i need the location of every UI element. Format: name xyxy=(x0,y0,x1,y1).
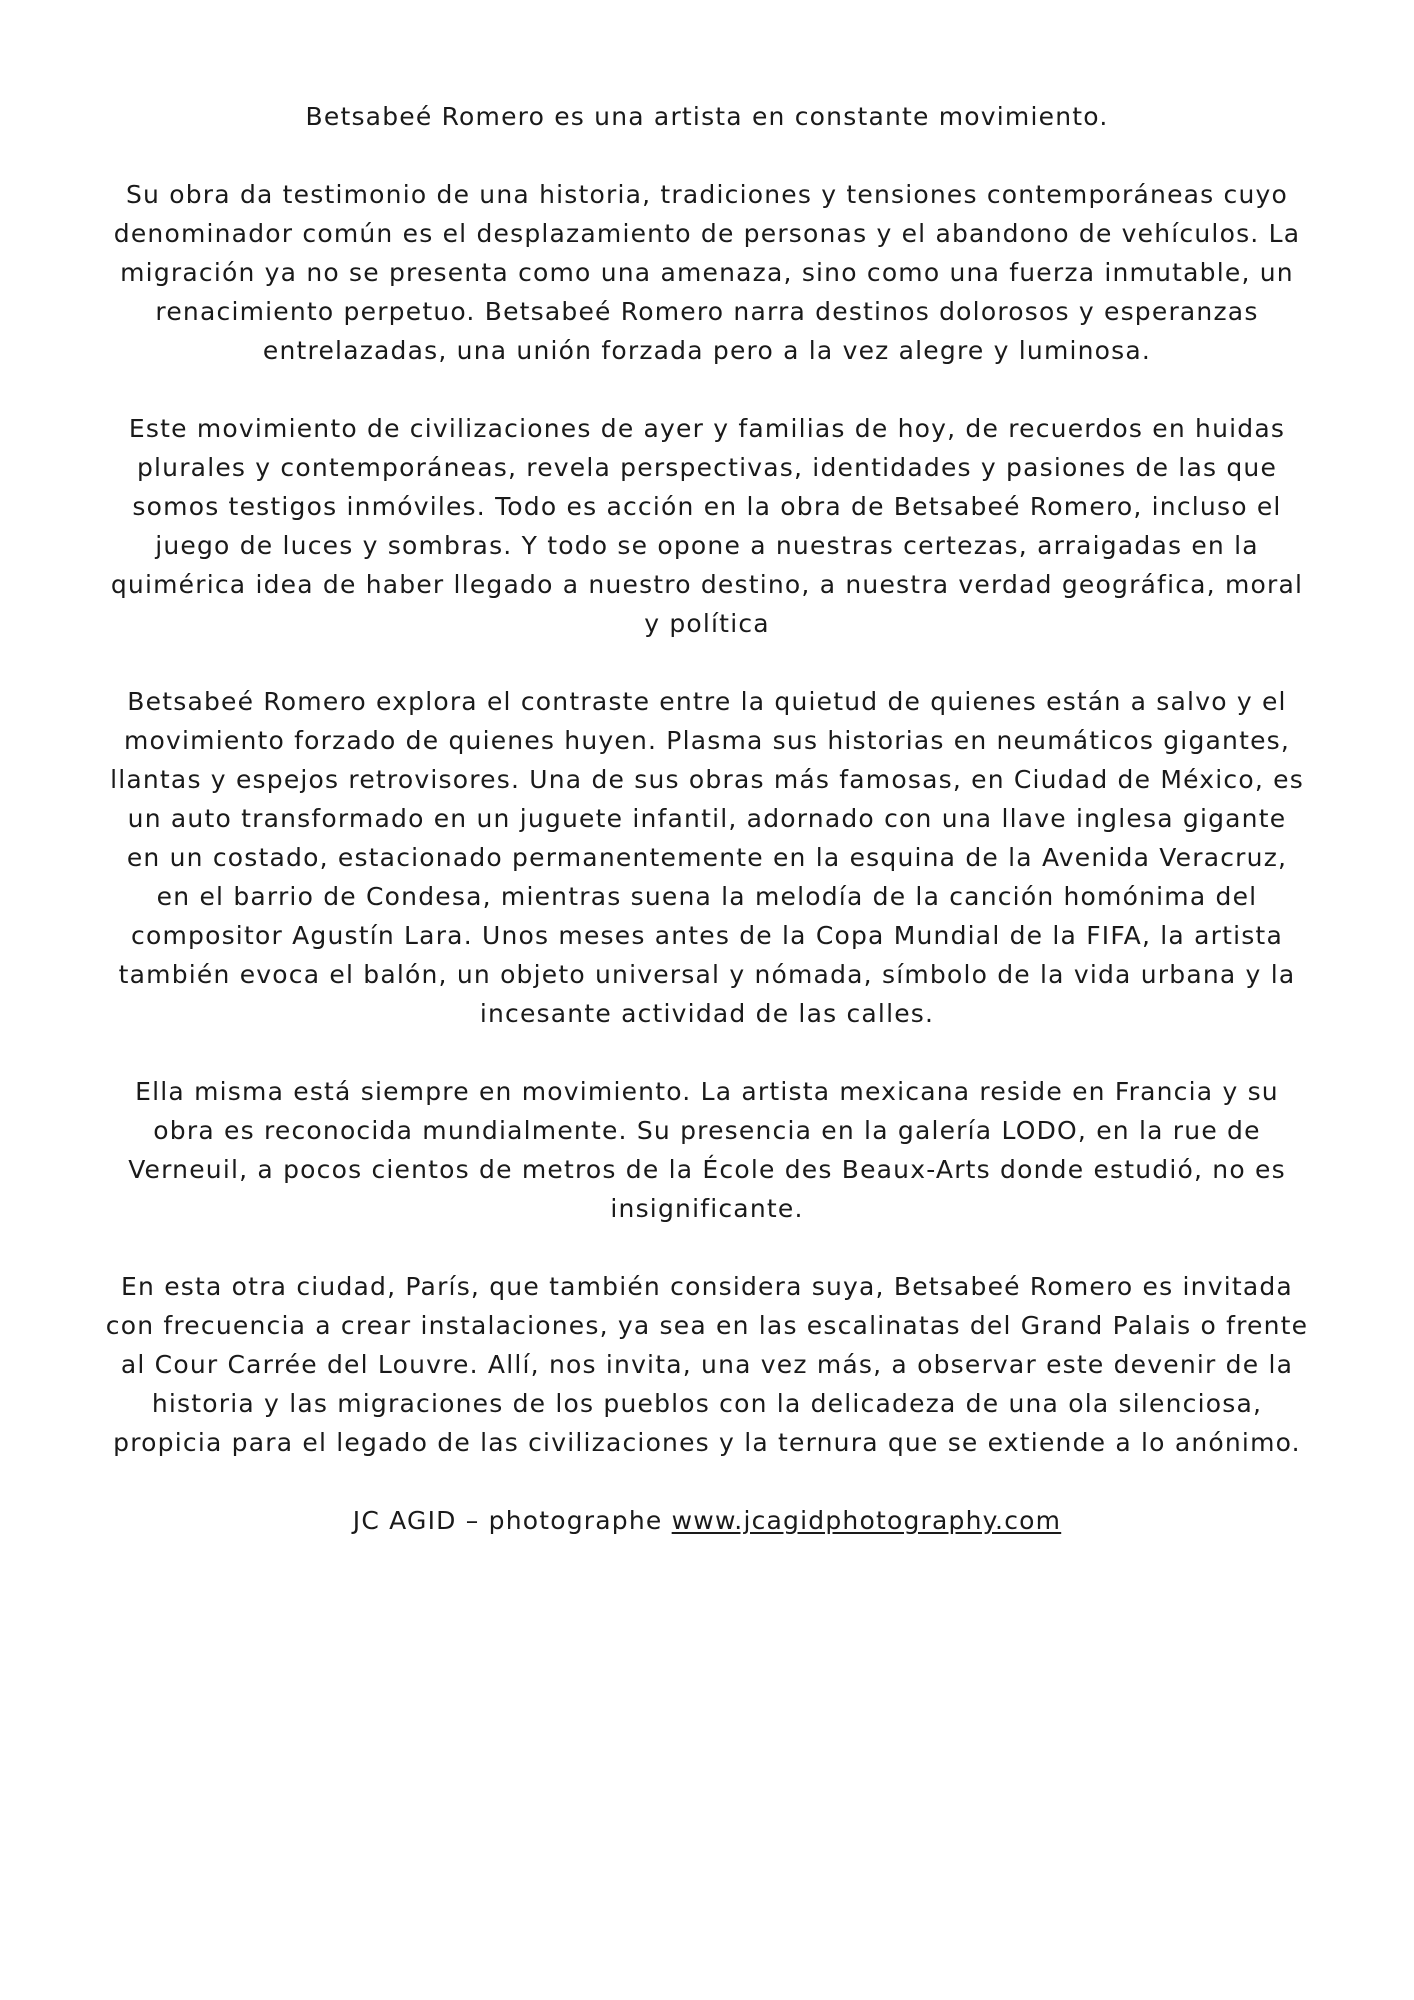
text-line: al Cour Carrée del Louvre. Allí, nos invita, una vez más, a observar este devenir de la xyxy=(120,1350,1294,1379)
text-line: movimiento forzado de quienes huyen. Plasma sus historias en neumáticos gigantes, xyxy=(123,726,1291,755)
text-line: somos testigos inmóviles. Todo es acción en la obra de Betsabeé Romero, incluso el xyxy=(132,492,1282,521)
text-line: Betsabeé Romero explora el contraste entre la quietud de quienes están a salvo y el xyxy=(127,687,1287,716)
text-line: un auto transformado en un juguete infantil, adornado con una llave inglesa gigante xyxy=(127,804,1287,833)
paragraph-civilizations xyxy=(70,409,1344,643)
paragraph-contrast xyxy=(70,682,1344,1033)
text-line: propicia para el legado de las civilizaciones y la ternura que se extiende a lo anónimo. xyxy=(113,1428,1301,1457)
text-line: incesante actividad de las calles. xyxy=(479,999,935,1028)
text-line: y política xyxy=(644,609,770,638)
document-page xyxy=(70,97,1344,1579)
text-line: historia y las migraciones de los pueblos con la delicadeza de una ola silenciosa, xyxy=(151,1389,1263,1418)
text-line: denominador común es el desplazamiento de personas y el abandono de vehículos. La xyxy=(113,219,1301,248)
photographer-website-link[interactable]: www.jcagidphotography.com xyxy=(671,1506,1062,1535)
text-line: también evoca el balón, un objeto universal y nómada, símbolo de la vida urbana y la xyxy=(118,960,1296,989)
text-line: quimérica idea de haber llegado a nuestro destino, a nuestra verdad geográfica, moral xyxy=(110,570,1304,599)
paragraph-france xyxy=(70,1072,1344,1228)
text-line: Betsabeé Romero es una artista en constante movimiento. xyxy=(305,102,1109,131)
text-line: con frecuencia a crear instalaciones, ya sea en las escalinatas del Grand Palais o frente xyxy=(105,1311,1309,1340)
text-line: renacimiento perpetuo. Betsabeé Romero narra destinos dolorosos y esperanzas xyxy=(155,297,1259,326)
text-line: en un costado, estacionado permanentemente en la esquina de la Avenida Veracruz, xyxy=(126,843,1288,872)
paragraph-intro xyxy=(70,97,1344,136)
text-line: obra es reconocida mundialmente. Su presencia en la galería LODO, en la rue de xyxy=(153,1116,1261,1145)
text-line: Ella misma está siempre en movimiento. La artista mexicana reside en Francia y su xyxy=(135,1077,1279,1106)
text-line: Verneuil, a pocos cientos de metros de la École des Beaux-Arts donde estudió, no es xyxy=(128,1155,1286,1184)
text-line: migración ya no se presenta como una amenaza, sino como una fuerza inmutable, un xyxy=(120,258,1294,287)
text-line: compositor Agustín Lara. Unos meses antes de la Copa Mundial de la FIFA, la artista xyxy=(131,921,1283,950)
text-line: plurales y contemporáneas, revela perspectivas, identidades y pasiones de las que xyxy=(136,453,1278,482)
text-line: entrelazadas, una unión forzada pero a la vez alegre y luminosa. xyxy=(262,336,1152,365)
text-line: en el barrio de Condesa, mientras suena la melodía de la canción homónima del xyxy=(156,882,1258,911)
text-line: Su obra da testimonio de una historia, tradiciones y tensiones contemporáneas cuyo xyxy=(125,180,1289,209)
text-line: llantas y espejos retrovisores. Una de sus obras más famosas, en Ciudad de México, es xyxy=(110,765,1304,794)
text-line: insignificante. xyxy=(610,1194,804,1223)
text-line: juego de luces y sombras. Y todo se opone a nuestras certezas, arraigadas en la xyxy=(155,531,1259,560)
paragraph-testimony xyxy=(70,175,1344,370)
paragraph-paris xyxy=(70,1267,1344,1462)
text-line: Este movimiento de civilizaciones de ayer y familias de hoy, de recuerdos en huidas xyxy=(128,414,1286,443)
text-line: En esta otra ciudad, París, que también considera suya, Betsabeé Romero es invitada xyxy=(121,1272,1293,1301)
photographer-credit xyxy=(70,1501,1344,1540)
credit-text: JC AGID – photographe xyxy=(352,1506,672,1535)
